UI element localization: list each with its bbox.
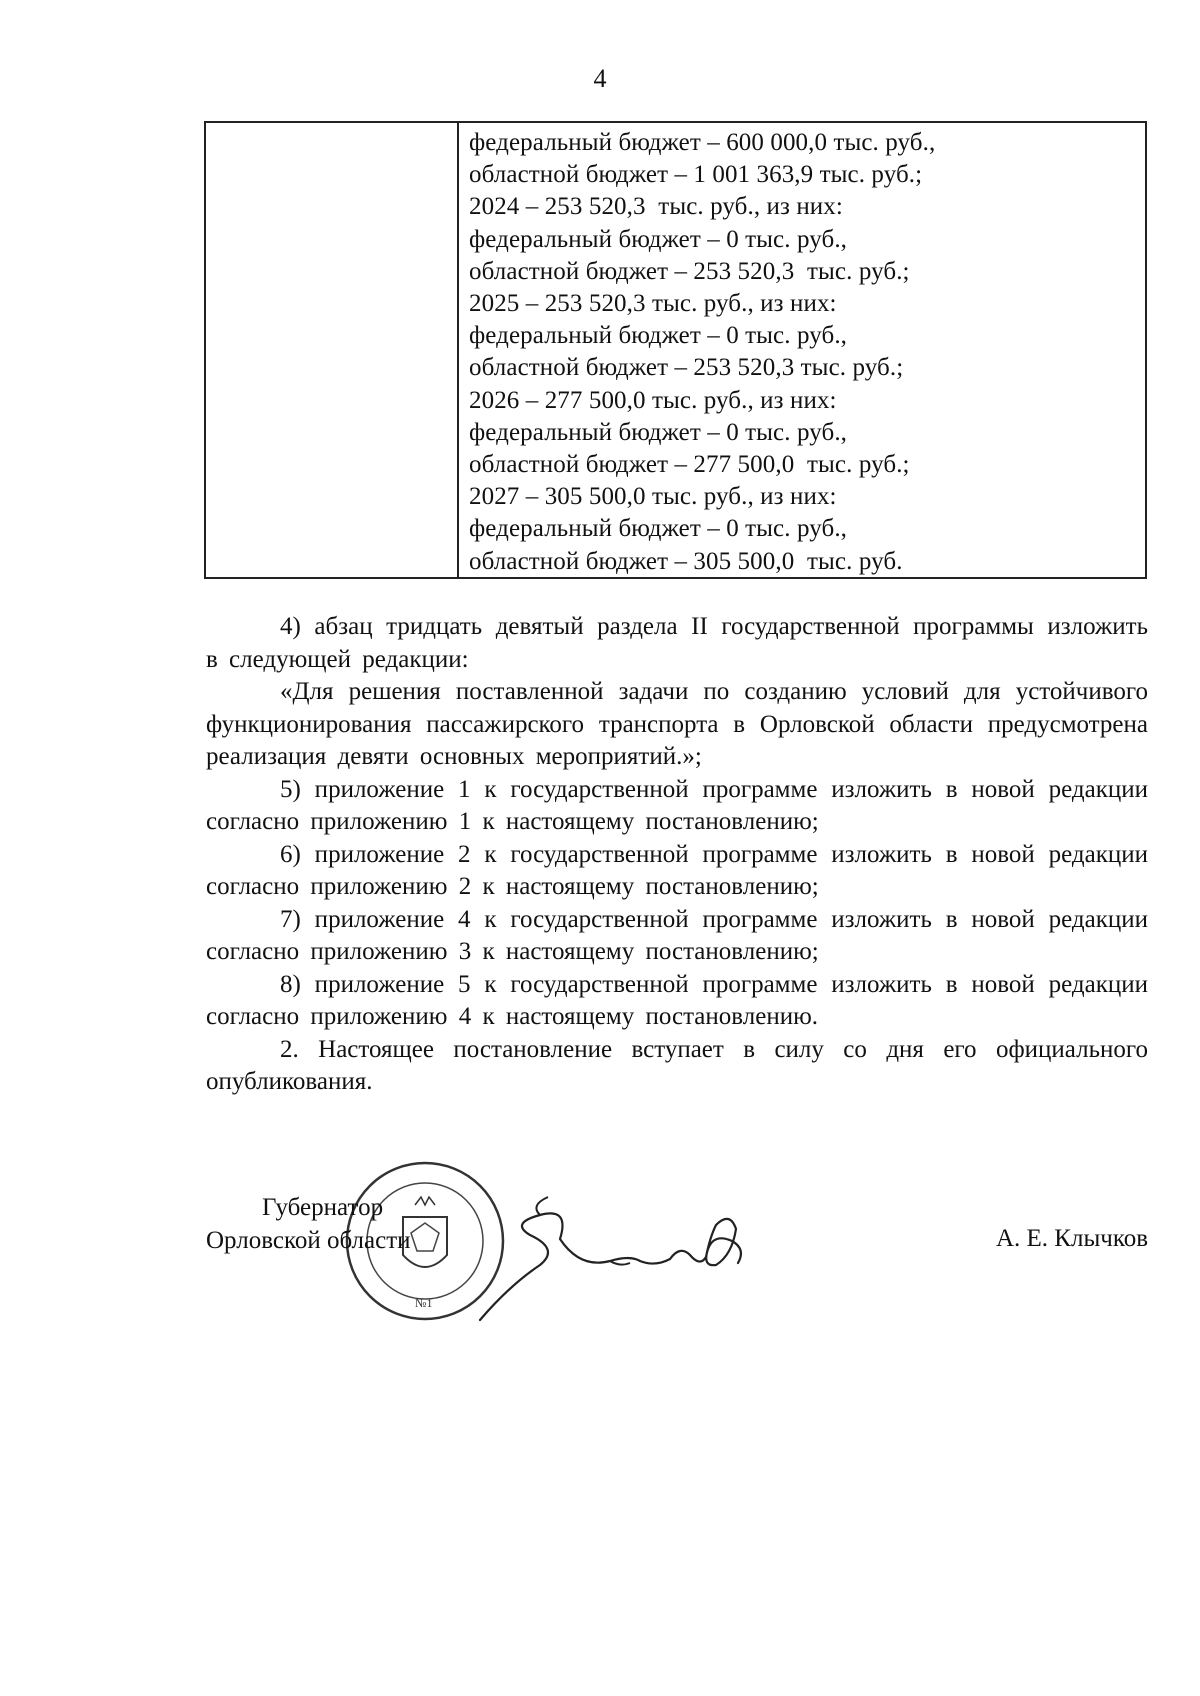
paragraph-amendment-4: 4) абзац тридцать девятый раздела II государственной программы изложить в следующей редакции: bbox=[206, 613, 1148, 673]
funding-line: 2025 – 253 520,3 тыс. руб., из них: bbox=[469, 290, 837, 318]
funding-line: федеральный бюджет – 600 000,0 тыс. руб., bbox=[469, 129, 936, 156]
signatory-title-line1: Губернатор bbox=[262, 1194, 384, 1221]
funding-line: федеральный бюджет – 0 тыс. руб., bbox=[469, 515, 848, 543]
signatory-title-line2: Орловской области bbox=[206, 1227, 411, 1254]
funding-line: 2024 – 253 520,3 тыс. руб., из них: bbox=[469, 193, 843, 221]
funding-line: областной бюджет – 253 520,3 тыс. руб.; bbox=[469, 257, 910, 285]
paragraph-quote: «Для решения поставленной задачи по созданию условий для устойчивого функционирования пассажирского транспорта в Орловской области предусмотрена реализация девяти основных мероприятий.»; bbox=[206, 678, 1148, 770]
paragraph-amendment-8: 8) приложение 5 к государственной программе изложить в новой редакции согласно приложению 4 к настоящему постановлению. bbox=[206, 970, 1148, 1030]
page-number: 4 bbox=[593, 64, 607, 93]
paragraph-amendment-5: 5) приложение 1 к государственной программе изложить в новой редакции согласно приложению 1 к настоящему постановлению; bbox=[206, 775, 1148, 835]
funding-cell bbox=[459, 123, 1145, 577]
paragraph-amendment-7: 7) приложение 4 к государственной программе изложить в новой редакции согласно приложению 3 к настоящему постановлению; bbox=[206, 905, 1148, 965]
funding-line: областной бюджет – 305 500,0 тыс. руб. bbox=[469, 547, 903, 575]
funding-line: федеральный бюджет – 0 тыс. руб., bbox=[469, 225, 848, 253]
funding-line: 2026 – 277 500,0 тыс. руб., из них: bbox=[469, 386, 837, 414]
signatory-title bbox=[206, 1191, 411, 1257]
funding-line: областной бюджет – 1 001 363,9 тыс. руб.; bbox=[469, 161, 923, 189]
funding-line: 2027 – 305 500,0 тыс. руб., из них: bbox=[469, 483, 837, 511]
handwritten-signature-icon bbox=[470, 1175, 760, 1325]
funding-line: федеральный бюджет – 0 тыс. руб., bbox=[469, 418, 848, 446]
svg-text:№1: №1 bbox=[415, 1296, 433, 1310]
funding-line: областной бюджет – 277 500,0 тыс. руб.; bbox=[469, 451, 910, 479]
funding-line: федеральный бюджет – 0 тыс. руб., bbox=[469, 322, 848, 350]
paragraph-effective-date: 2. Настоящее постановление вступает в силу со дня его официального опубликования. bbox=[206, 1035, 1148, 1095]
funding-table bbox=[204, 121, 1147, 579]
signature-block bbox=[0, 1155, 1200, 1335]
paragraph-amendment-6: 6) приложение 2 к государственной программе изложить в новой редакции согласно приложению 2 к настоящему постановлению; bbox=[206, 840, 1148, 900]
funding-line: областной бюджет – 253 520,3 тыс. руб.; bbox=[469, 354, 904, 382]
signatory-name: А. Е. Клычков bbox=[995, 1225, 1148, 1252]
document-body bbox=[206, 611, 1148, 1099]
table-empty-cell bbox=[206, 123, 459, 577]
